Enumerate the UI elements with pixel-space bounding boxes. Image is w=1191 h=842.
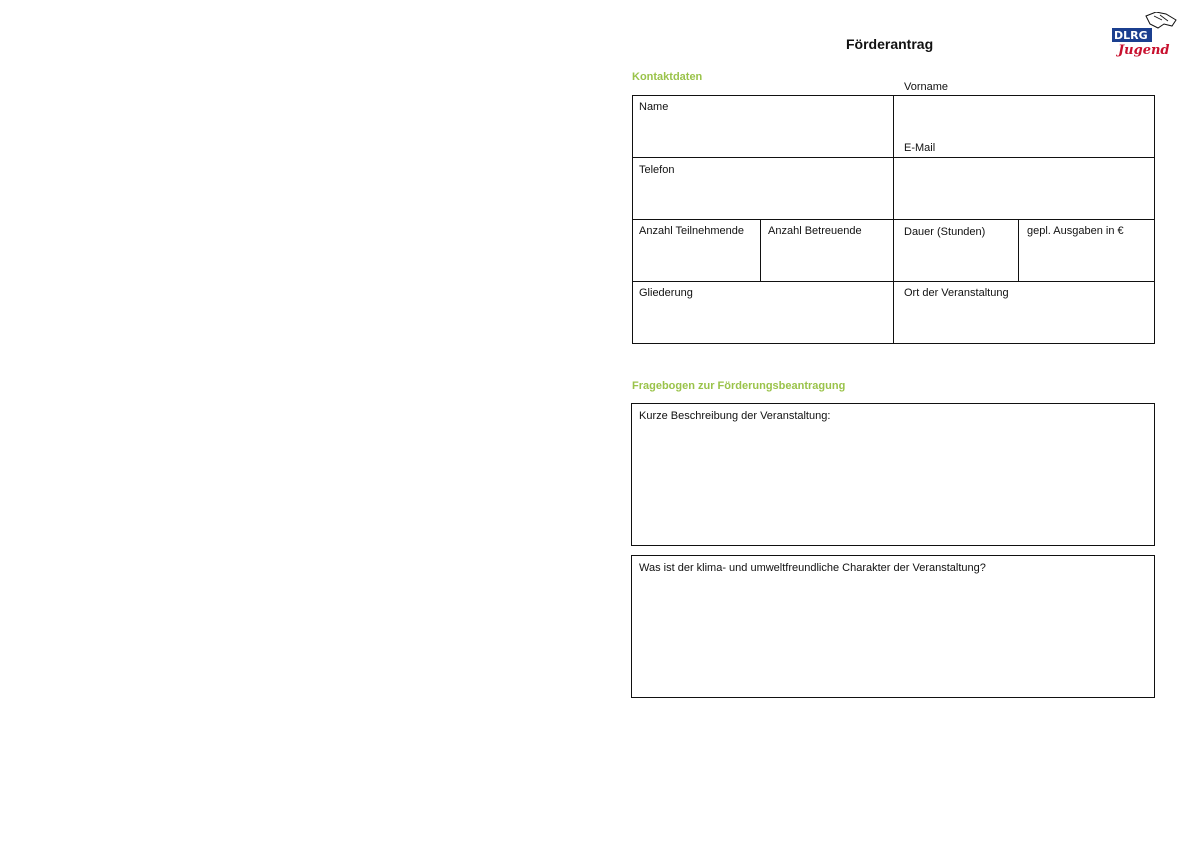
name-label: Name bbox=[639, 101, 669, 113]
telefon-label: Telefon bbox=[639, 164, 675, 176]
ort-field[interactable] bbox=[894, 282, 1154, 343]
climate-character-label: Was ist der klima- und umweltfreundliche Charakter der Veranstaltung? bbox=[639, 562, 986, 574]
telefon-field[interactable] bbox=[633, 158, 893, 219]
gliederung-field[interactable] bbox=[633, 282, 893, 343]
ausgaben-field[interactable] bbox=[1019, 220, 1154, 281]
gliederung-label: Gliederung bbox=[639, 287, 693, 299]
betreuende-label: Anzahl Betreuende bbox=[768, 225, 862, 237]
ort-label: Ort der Veranstaltung bbox=[904, 287, 1009, 299]
climate-character-textarea[interactable] bbox=[631, 555, 1155, 698]
questionnaire-section-heading: Fragebogen zur Förderungsbeantragung bbox=[632, 380, 846, 392]
dlrg-jugend-logo bbox=[1110, 12, 1180, 58]
email-label: E-Mail bbox=[904, 142, 936, 154]
grid-line bbox=[1154, 95, 1155, 344]
dauer-label: Dauer (Stunden) bbox=[904, 226, 986, 238]
teilnehmende-field[interactable] bbox=[633, 220, 760, 281]
email-field[interactable] bbox=[894, 158, 1154, 219]
betreuende-field[interactable] bbox=[761, 220, 893, 281]
name-field[interactable] bbox=[633, 96, 893, 157]
page-title: Förderantrag bbox=[846, 36, 934, 52]
contact-section-heading: Kontaktdaten bbox=[632, 71, 703, 83]
description-textarea[interactable] bbox=[631, 403, 1155, 546]
svg-text:DLRG: DLRG bbox=[1114, 29, 1148, 42]
vorname-label: Vorname bbox=[904, 81, 949, 93]
description-label: Kurze Beschreibung der Veranstaltung: bbox=[639, 410, 831, 422]
svg-text:Jugend: Jugend bbox=[1118, 43, 1170, 58]
ausgaben-label: gepl. Ausgaben in € bbox=[1027, 225, 1124, 237]
dauer-field[interactable] bbox=[894, 220, 1018, 281]
teilnehmende-label: Anzahl Teilnehmende bbox=[639, 225, 744, 237]
